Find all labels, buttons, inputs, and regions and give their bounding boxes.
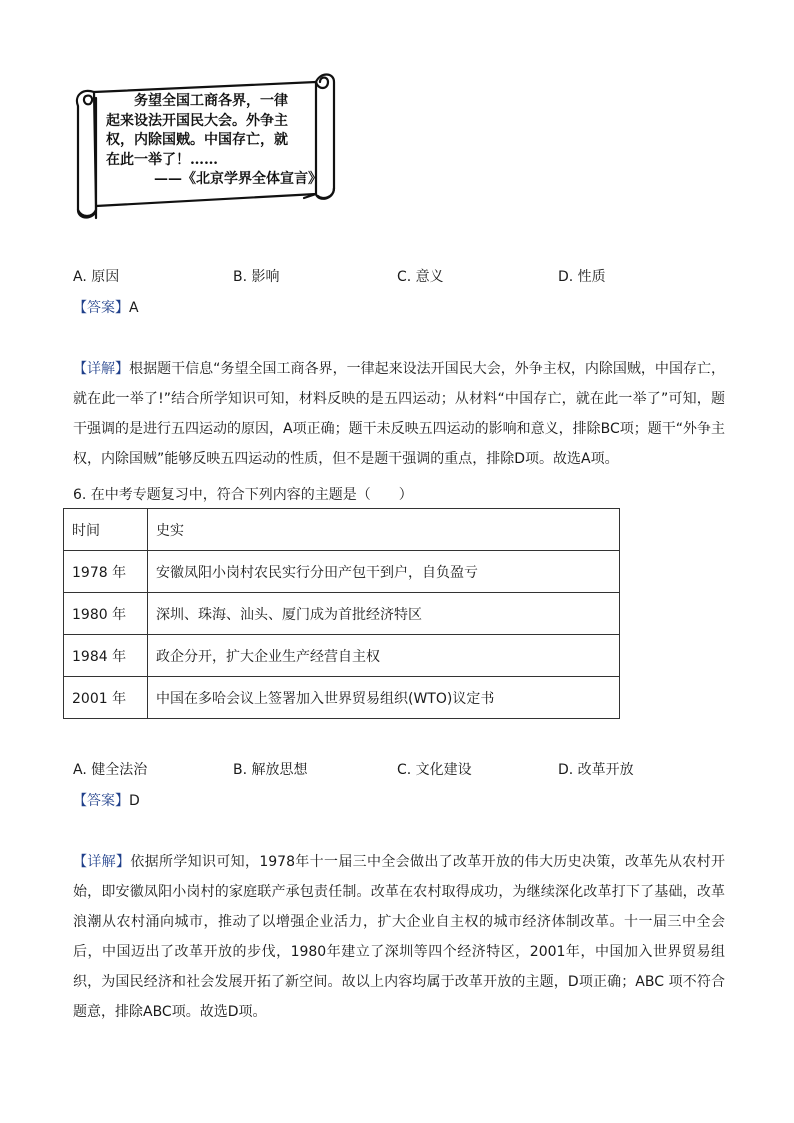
quote-line-4: 在此一举了！…… [106, 151, 218, 168]
table-cell: 1978 年 [64, 551, 148, 593]
table-row [64, 551, 620, 593]
quote-line-1: 务望全国工商各界，一律 [134, 93, 288, 109]
q6-answer [73, 790, 140, 810]
q5-detail [73, 354, 725, 474]
answer-value: A [129, 300, 139, 316]
scroll-illustration [72, 68, 336, 222]
table-cell: 1984 年 [64, 635, 148, 677]
q6-option-c[interactable]: C. 文化建设 [397, 762, 472, 778]
q5-option-a[interactable]: A. 原因 [73, 269, 120, 285]
q6-detail [73, 847, 725, 1027]
detail-text: 根据题干信息“务望全国工商各界，一律起来设法开国民大会，外争主权，内除国贼，中国存亡，就在此一举了!”结合所学知识可知，材料反映的是五四运动；从材料“中国存亡，就在此一举了”可知，题干强调的是进行五四运动的原因，A项正确；题干未反映五四运动的影响和意义，排除BC项；题干“外争主权，内除国贼”能够反映五四运动的性质，但不是题干强调的重点，排除D项。故选A项。 [73, 361, 725, 467]
table-header: 史实 [148, 509, 620, 551]
answer-tag: 【答案】 [73, 300, 129, 316]
table-cell: 中国在多哈会议上签署加入世界贸易组织(WTO)议定书 [148, 677, 620, 719]
table-header-row [64, 509, 620, 551]
detail-text: 依据所学知识可知，1978年十一届三中全会做出了改革开放的伟大历史决策，改革先从农村开始，即安徽凤阳小岗村的家庭联产承包责任制。改革在农村取得成功，为继续深化改革打下了基础，改革浪潮从农村涌向城市，推动了以增强企业活力，扩大企业自主权的城市经济体制改革。十一届三中全会后，中国迈出了改革开放的步伐，1980年建立了深圳等四个经济特区，2001年，中国加入世界贸易组织，为国民经济和社会发展开拓了新空间。故以上内容均属于改革开放的主题，D项正确；ABC 项不符合题意，排除ABC项。故选D项。 [73, 854, 725, 1020]
table-row [64, 677, 620, 719]
history-table [63, 508, 620, 719]
table-row [64, 635, 620, 677]
q5-option-d[interactable]: D. 性质 [558, 269, 606, 285]
q5-option-b[interactable]: B. 影响 [233, 269, 280, 285]
q6-option-d[interactable]: D. 改革开放 [558, 762, 634, 778]
quote-line-2: 起来设法开国民大会。外争主 [106, 112, 288, 129]
quote-source: ——《北京学界全体宣言》 [154, 171, 322, 187]
answer-value: D [129, 793, 140, 809]
q5-answer [73, 297, 139, 317]
table-cell: 1980 年 [64, 593, 148, 635]
table-header: 时间 [64, 509, 148, 551]
table-row [64, 593, 620, 635]
table-cell: 2001 年 [64, 677, 148, 719]
quote-line-3: 权，内除国贼。中国存亡，就 [106, 132, 288, 148]
answer-tag: 【答案】 [73, 793, 129, 809]
detail-tag: 【详解】 [73, 361, 130, 377]
q6-option-b[interactable]: B. 解放思想 [233, 762, 308, 778]
q6-option-a[interactable]: A. 健全法治 [73, 762, 148, 778]
table-cell: 安徽凤阳小岗村农民实行分田产包干到户，自负盈亏 [148, 551, 620, 593]
detail-tag: 【详解】 [73, 854, 131, 870]
table-cell: 政企分开，扩大企业生产经营自主权 [148, 635, 620, 677]
table-cell: 深圳、珠海、汕头、厦门成为首批经济特区 [148, 593, 620, 635]
q6-question: 6. 在中考专题复习中，符合下列内容的主题是（ ） [73, 487, 413, 503]
q5-option-c[interactable]: C. 意义 [397, 269, 444, 285]
scroll-quote [106, 92, 324, 190]
